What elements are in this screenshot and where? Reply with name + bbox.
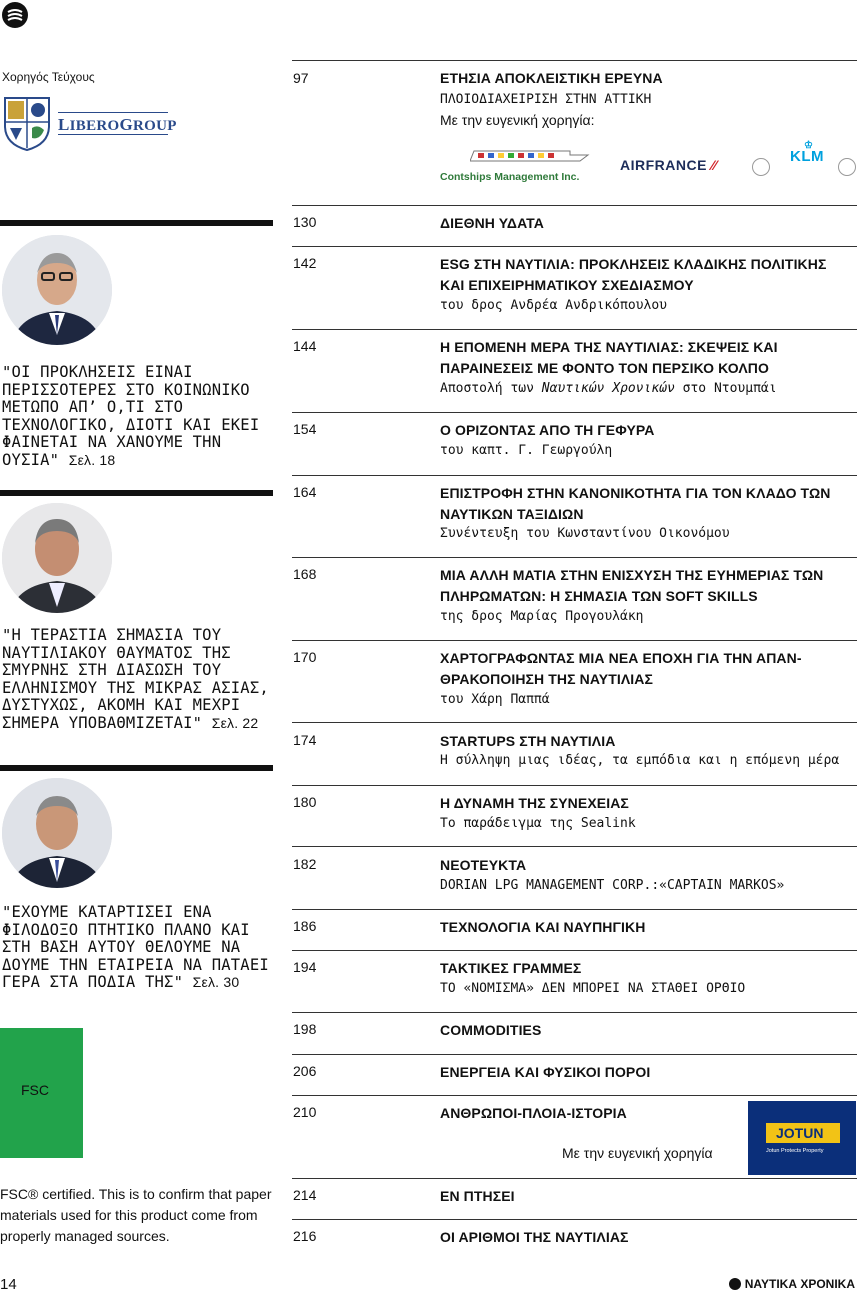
toc-divider (292, 205, 857, 206)
page-number: 14 (0, 1276, 17, 1293)
toc-entry-title[interactable]: STARTUPS ΣΤΗ ΝΑΥΤΙΛΙΑ (440, 733, 616, 749)
toc-entry-title[interactable]: ΧΑΡΤΟΓΡΑΦΩΝΤΑΣ ΜΙΑ ΝΕΑ ΕΠΟΧΗ ΓΙΑ ΤΗΝ ΑΠΑΝ-ΘΡΑΚΟΠΟΙΗΣΗ ΤΗΣ ΝΑΥΤΙΛΙΑΣ (440, 650, 802, 687)
klm-wordmark: KLM (790, 148, 824, 165)
toc-entry-subtitle: Με την ευγενική χορηγία (562, 1145, 713, 1161)
ship-icon (470, 147, 590, 167)
toc-page-number: 154 (293, 421, 317, 437)
portrait-photo (2, 778, 112, 888)
toc-divider (292, 1219, 857, 1220)
liberogroup-wordmark: LIBEROGROUP (58, 115, 177, 134)
brand-logo-icon (729, 1278, 741, 1290)
toc-entry-title[interactable]: ESG ΣΤΗ ΝΑΥΤΙΛΙΑ: ΠΡΟΚΛΗΣΕΙΣ ΚΛΑΔΙΚΗΣ ΠΟΛΙΤΙΚΗΣ ΚΑΙ ΕΠΙΧΕΙΡΗΜΑΤΙΚΟΥ ΣΧΕΔΙΑΣΜΟΥ (440, 256, 827, 293)
sidebar-divider (0, 765, 273, 771)
toc-page-number: 206 (293, 1063, 317, 1079)
toc-entry-title[interactable]: ΕΠΙΣΤΡΟΦΗ ΣΤΗΝ ΚΑΝΟΝΙΚΟΤΗΤΑ ΓΙΑ ΤΟΝ ΚΛΑΔΟ ΤΩΝ ΝΑΥΤΙΚΩΝ ΤΑΞΙΔΙΩΝ (440, 485, 831, 522)
toc-divider (292, 950, 857, 951)
toc-entry-title[interactable]: ΕΤΗΣΙΑ ΑΠΟΚΛΕΙΣΤΙΚΗ ΕΡΕΥΝΑ (440, 70, 663, 86)
jotun-wordmark: JOTUN (776, 1125, 824, 1141)
toc-entry-subtitle: της δρος Μαρίας Προγουλάκη (440, 609, 644, 624)
toc-divider (292, 1095, 857, 1096)
toc-page-number: 164 (293, 484, 317, 500)
toc-entry-title[interactable]: ΤΑΚΤΙΚΕΣ ΓΡΑΜΜΕΣ (440, 960, 582, 976)
toc-entry-title[interactable]: ΝΕΟΤΕΥΚΤΑ (440, 857, 527, 873)
sidebar-divider (0, 220, 273, 226)
toc-divider (292, 909, 857, 910)
toc-entry-subtitle: DORIAN LPG MANAGEMENT CORP.:«CAPTAIN MARKOS» (440, 878, 785, 893)
sidebar-divider (0, 490, 273, 496)
toc-page-number: 214 (293, 1187, 317, 1203)
magazine-logo-icon (2, 2, 28, 28)
toc-divider (292, 246, 857, 247)
toc-divider (292, 1054, 857, 1055)
toc-entry-title[interactable]: ΜΙΑ ΑΛΛΗ ΜΑΤΙΑ ΣΤΗΝ ΕΝΙΣΧΥΣΗ ΤΗΣ ΕΥΗΜΕΡΙΑΣ ΤΩΝ ΠΛΗΡΩΜΑΤΩΝ: Η ΣΗΜΑΣΙΑ ΤΩΝ SOFT SKILLS (440, 567, 824, 604)
toc-entry-subtitle: Αποστολή των Ναυτικών Χρονικών στο Ντουμπάι (440, 381, 777, 396)
liberogroup-crest-icon (2, 94, 52, 152)
liberogroup-logo (2, 94, 177, 152)
toc-page-number: 170 (293, 649, 317, 665)
toc-page-number: 216 (293, 1228, 317, 1244)
toc-page-number: 180 (293, 794, 317, 810)
jotun-logo (748, 1101, 856, 1175)
toc-page-number: 198 (293, 1021, 317, 1037)
toc-divider (292, 722, 857, 723)
toc-divider (292, 640, 857, 641)
toc-divider (292, 846, 857, 847)
toc-entry-title[interactable]: ΕΝ ΠΤΗΣΕΙ (440, 1188, 515, 1204)
brand-footer (729, 1277, 855, 1291)
toc-entry-subtitle: ΤΟ «ΝΟΜΙΣΜΑ» ΔΕΝ ΜΠΟΡΕΙ ΝΑ ΣΤΑΘΕΙ ΟΡΘΙΟ (440, 981, 746, 996)
jotun-tagline: Jotun Protects Property (766, 1148, 824, 1154)
toc-entry-title[interactable]: ΟΙ ΑΡΙΘΜΟΙ ΤΗΣ ΝΑΥΤΙΛΙΑΣ (440, 1229, 629, 1245)
toc-entry-subtitle: Συνέντευξη του Κωνσταντίνου Οικονόμου (440, 526, 730, 541)
toc-page-number: 168 (293, 566, 317, 582)
toc-entry-sponsor-note: Με την ευγενική χορηγία: (440, 112, 595, 128)
toc-entry-subtitle: του δρος Ανδρέα Ανδρικόπουλου (440, 298, 667, 313)
toc-entry-title[interactable]: COMMODITIES (440, 1022, 542, 1038)
toc-entry-title[interactable]: Η ΔΥΝΑΜΗ ΤΗΣ ΣΥΝΕΧΕΙΑΣ (440, 795, 629, 811)
toc-entry-subtitle: Το παράδειγμα της Sealink (440, 816, 636, 831)
issue-sponsor-label: Χορηγός Τεύχους (2, 70, 95, 84)
airfrance-slash-icon: ⁄⁄ (706, 157, 718, 173)
toc-divider (292, 60, 857, 61)
toc-entry-subtitle: ΠΛΟΙΟΔΙΑΧΕΙΡΙΣΗ ΣΤΗΝ ΑΤΤΙΚΗ (440, 92, 652, 107)
airfrance-logo (620, 157, 717, 173)
contships-name: Contships Management Inc. (440, 171, 580, 183)
toc-divider (292, 557, 857, 558)
toc-page-number: 194 (293, 959, 317, 975)
toc-entry-subtitle: του καπτ. Γ. Γεωργούλη (440, 443, 613, 458)
toc-page-number: 97 (293, 70, 309, 86)
fsc-label: FSC (21, 1082, 49, 1098)
toc-entry-title[interactable]: ΔΙΕΘΝΗ ΥΔΑΤΑ (440, 215, 544, 231)
toc-divider (292, 1012, 857, 1013)
toc-page-number: 174 (293, 732, 317, 748)
airfrance-wordmark: AIRFRANCE (620, 157, 707, 173)
klm-crown-icon: ♔ (804, 140, 814, 151)
pull-quote: "ΟΙ ΠΡΟΚΛΗΣΕΙΣ ΕΙΝΑΙ ΠΕΡΙΣΣΟΤΕΡΕΣ ΣΤΟ ΚΟΙΝΩΝΙΚΟ ΜΕΤΩΠΟ ΑΠ’ Ο,ΤΙ ΣΤΟ ΤΕΧΝΟΛΟΓΙΚΟ, ΔΙΟΤΙ ΚΑΙ ΕΚΕΙ ΦΑΙΝΕΤΑΙ ΝΑ ΧΑΝΟΥΜΕ ΤΗΝ ΟΥΣΙΑ" Σελ. 18 (2, 363, 260, 469)
toc-entry-title[interactable]: ΤΕΧΝΟΛΟΓΙΑ ΚΑΙ ΝΑΥΠΗΓΙΚΗ (440, 919, 646, 935)
toc-page-number: 142 (293, 255, 317, 271)
pull-quote: "Η ΤΕΡΑΣΤΙΑ ΣΗΜΑΣΙΑ ΤΟΥ ΝΑΥΤΙΛΙΑΚΟΥ ΘΑΥΜΑΤΟΣ ΤΗΣ ΣΜΥΡΝΗΣ ΣΤΗ ΔΙΑΣΩΣΗ ΤΟΥ ΕΛΛΗΝΙΣΜΟΥ ΤΗΣ ΜΙΚΡΑΣ ΑΣΙΑΣ, ΔΥΣΤΥΧΩΣ, ΑΚΟΜΗ ΚΑΙ ΜΕΧΡΙ ΣΗΜΕΡΑ ΥΠΟΒΑΘΜΙΖΕΤΑΙ" Σελ. 22 (2, 626, 269, 732)
toc-page-number: 144 (293, 338, 317, 354)
toc-divider (292, 1178, 857, 1179)
toc-entry-title[interactable]: Η ΕΠΟΜΕΝΗ ΜΕΡΑ ΤΗΣ ΝΑΥΤΙΛΙΑΣ: ΣΚΕΨΕΙΣ ΚΑΙ ΠΑΡΑΙΝΕΣΕΙΣ ΜΕ ΦΟΝΤΟ ΤΟΝ ΠΕΡΣΙΚΟ ΚΟΛΠΟ (440, 339, 778, 376)
toc-divider (292, 785, 857, 786)
toc-entry-subtitle: του Χάρη Παππά (440, 692, 550, 707)
fsc-statement: FSC® certified. This is to confirm that paper materials used for this product come from properly managed sources. (0, 1186, 272, 1244)
toc-entry-title[interactable]: ΑΝΘΡΩΠΟΙ-ΠΛΟΙΑ-ΙΣΤΟΡΙΑ (440, 1105, 627, 1121)
pull-quote: "ΕΧΟΥΜΕ ΚΑΤΑΡΤΙΣΕΙ ΕΝΑ ΦΙΛΟΔΟΞΟ ΠΤΗΤΙΚΟ ΠΛΑΝΟ ΚΑΙ ΣΤΗ ΒΑΣΗ ΑΥΤΟΥ ΘΕΛΟΥΜΕ ΝΑ ΔΟΥΜΕ ΤΗΝ ΕΤΑΙΡΕΙΑ ΝΑ ΠΑΤΑΕΙ ΓΕΡΑ ΣΤΑ ΠΟΔΙΑ ΤΗΣ" Σελ. 30 (2, 903, 269, 991)
toc-page-number: 186 (293, 918, 317, 934)
toc-page-number: 130 (293, 214, 317, 230)
fsc-logo (0, 1028, 83, 1158)
portrait-photo (2, 503, 112, 613)
klm-logo (790, 140, 824, 165)
skyteam-badge-icon (752, 158, 770, 176)
toc-page-number: 182 (293, 856, 317, 872)
portrait-photo (2, 235, 112, 345)
toc-entry-title[interactable]: ΕΝΕΡΓΕΙΑ ΚΑΙ ΦΥΣΙΚΟΙ ΠΟΡΟΙ (440, 1064, 651, 1080)
toc-divider (292, 412, 857, 413)
toc-entry-subtitle: Η σύλληψη μιας ιδέας, τα εμπόδια και η επόμενη μέρα (440, 753, 840, 768)
skyteam-badge-icon (838, 158, 856, 176)
toc-page-number: 210 (293, 1104, 317, 1120)
toc-divider (292, 329, 857, 330)
toc-divider (292, 475, 857, 476)
brand-name: ΝΑΥΤΙΚΑ ΧΡΟΝΙΚΑ (744, 1277, 855, 1291)
toc-entry-title[interactable]: Ο ΟΡΙΖΟΝΤΑΣ ΑΠΟ ΤΗ ΓΕΦΥΡΑ (440, 422, 655, 438)
contships-logo (440, 143, 610, 187)
